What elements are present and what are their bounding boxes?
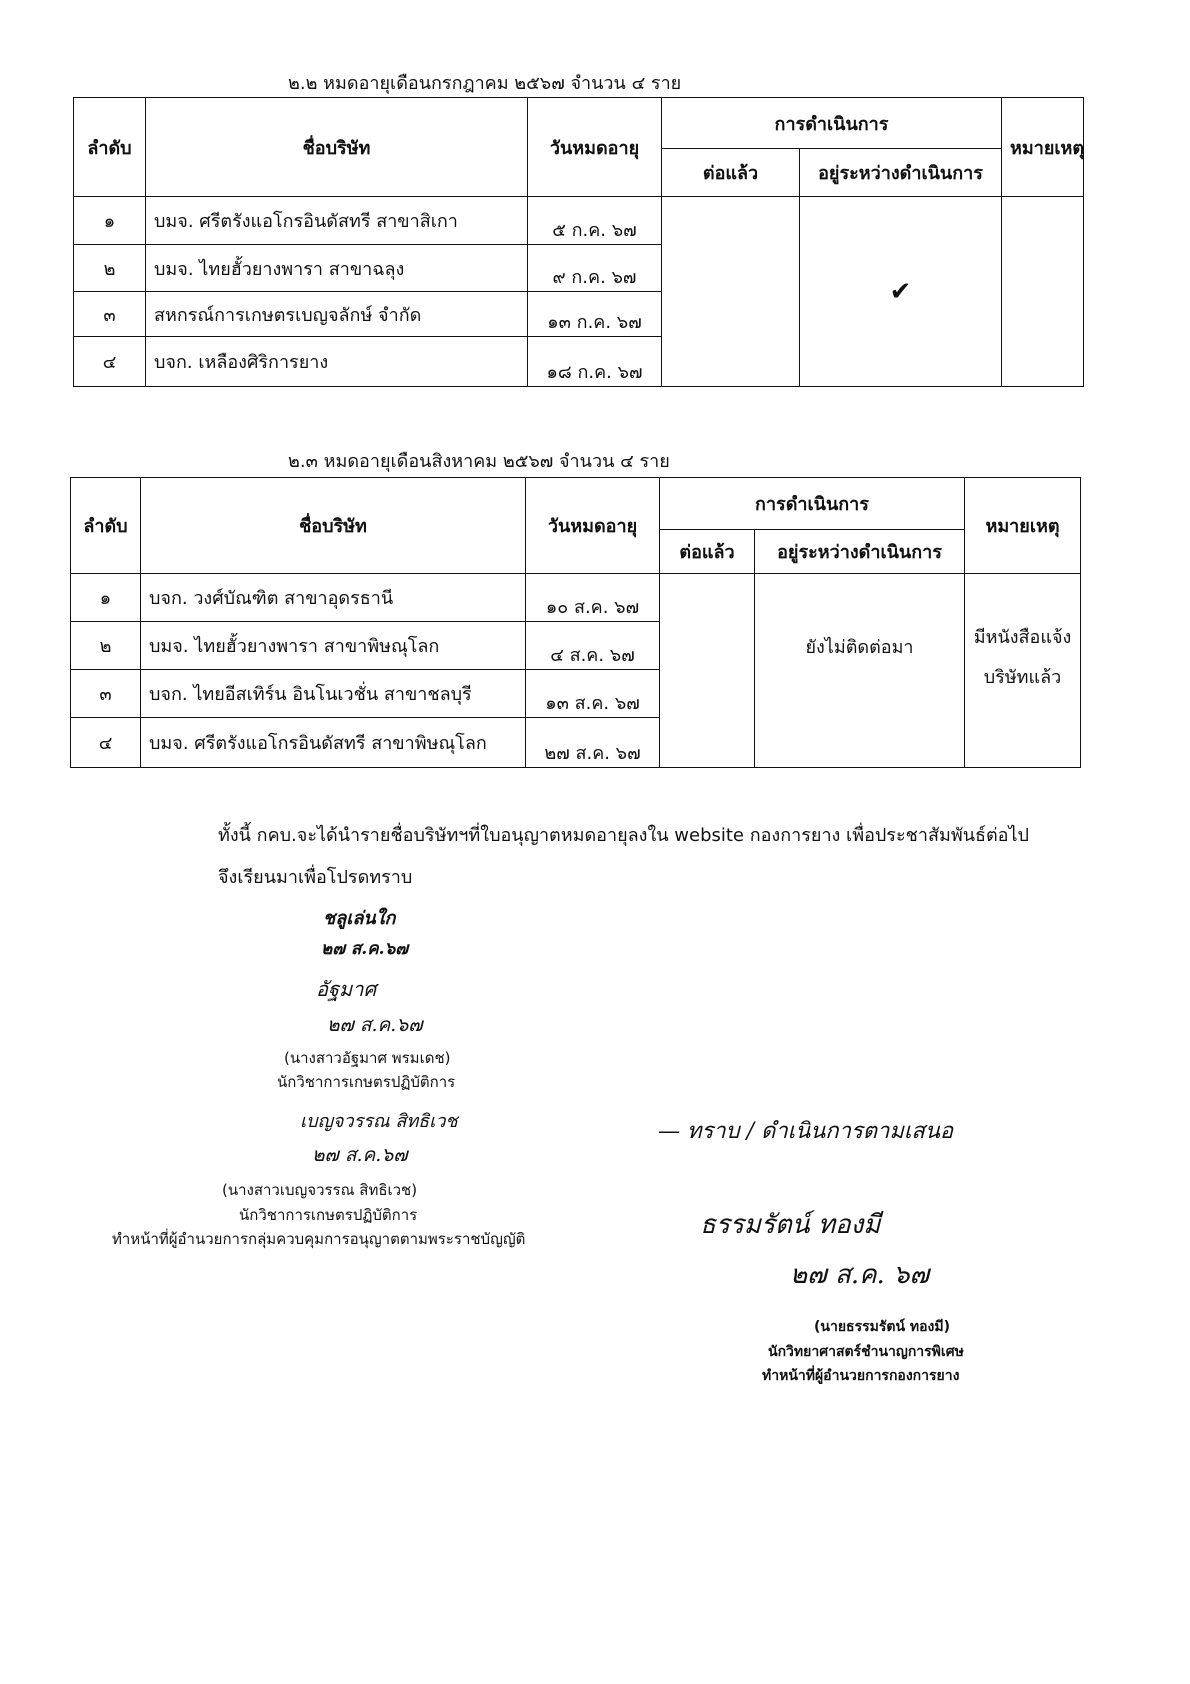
- row-no: ๒: [74, 245, 146, 292]
- row-company: บมจ. ไทยฮั้วยางพารา สาขาฉลุง: [146, 245, 528, 292]
- section2-table: [70, 477, 1081, 768]
- section1-caption: ๒.๒ หมดอายุเดือนกรกฎาคม ๒๕๖๗ จำนวน ๔ ราย: [288, 73, 682, 94]
- row-no: ๑: [74, 197, 146, 245]
- section2-caption: ๒.๓ หมดอายุเดือนสิงหาคม ๒๕๖๗ จำนวน ๔ ราย: [288, 451, 670, 472]
- handwritten-note-1-date: ๒๗ ส.ค.๖๗: [321, 939, 409, 959]
- director-signature-date: ๒๗ ส.ค. ๖๗: [790, 1260, 930, 1290]
- row-expiry: ๔ ส.ค. ๖๗: [526, 622, 660, 670]
- row-no: ๒: [71, 622, 141, 670]
- row-expiry: ๙ ก.ค. ๖๗: [528, 245, 662, 292]
- row-expiry: ๑๐ ส.ค. ๖๗: [526, 574, 660, 622]
- row-company: บจก. ไทยอีสเทิร์น อินโนเวชั่น สาขาชลบุรี: [141, 670, 526, 718]
- signer-2-name: (นางสาวเบญจวรรณ สิทธิเวช): [222, 1181, 418, 1199]
- handwritten-note-1: ชลูเล่นใก: [323, 908, 396, 929]
- signature-2: เบญจวรรณ สิทธิเวช: [300, 1111, 458, 1132]
- in-progress-cell: [800, 197, 1002, 387]
- row-no: ๔: [71, 718, 141, 768]
- renewed-cell: [660, 574, 755, 768]
- header-renewed: ต่อแล้ว: [660, 530, 755, 574]
- renewed-cell: [662, 197, 800, 387]
- director-title: นักวิทยาศาสตร์ชำนาญการพิเศษ: [768, 1344, 964, 1360]
- row-expiry: ๑๘ ก.ค. ๖๗: [528, 337, 662, 387]
- row-expiry: ๑๓ ก.ค. ๖๗: [528, 292, 662, 337]
- body-paragraph: ทั้งนี้ กคบ.จะได้นำรายชื่อบริษัทฯที่ใบอนุญาตหมดอายุลงใน website กองการยาง เพื่อประชาสัมพันธ์ต่อไป: [218, 825, 1029, 846]
- closing-line: จึงเรียนมาเพื่อโปรดทราบ: [218, 867, 413, 888]
- header-company: ชื่อบริษัท: [141, 478, 526, 574]
- row-company: สหกรณ์การเกษตรเบญจลักษ์ จำกัด: [146, 292, 528, 337]
- header-action: การดำเนินการ: [662, 98, 1002, 149]
- remark-cell: [1002, 197, 1084, 387]
- remark-cell: [965, 574, 1081, 768]
- director-name: (นายธรรมรัตน์ ทองมี): [814, 1319, 951, 1335]
- signature-1: อัฐมาศ: [316, 977, 377, 1001]
- row-expiry: ๑๓ ส.ค. ๖๗: [526, 670, 660, 718]
- director-role: ทำหน้าที่ผู้อำนวยการกองการยาง: [762, 1368, 960, 1384]
- header-in-progress: อยู่ระหว่างดำเนินการ: [755, 530, 965, 574]
- header-remark: หมายเหตุ: [965, 478, 1081, 574]
- in-progress-cell: [755, 574, 965, 768]
- signer-2-role: ทำหน้าที่ผู้อำนวยการกลุ่มควบคุมการอนุญาตตามพระราชบัญญัติ: [112, 1230, 526, 1248]
- table-row: [74, 197, 1084, 245]
- row-company: บมจ. ศรีตรังแอโกรอินดัสทรี สาขาพิษณุโลก: [141, 718, 526, 768]
- header-expiry: วันหมดอายุ: [528, 98, 662, 197]
- row-no: ๑: [71, 574, 141, 622]
- header-remark: หมายเหตุ: [1002, 98, 1084, 197]
- header-renewed: ต่อแล้ว: [662, 149, 800, 197]
- header-expiry: วันหมดอายุ: [526, 478, 660, 574]
- signer-1-name: (นางสาวอัฐมาศ พรมเดช): [284, 1049, 451, 1067]
- in-progress-note: ยังไม่ติดต่อมา: [805, 637, 914, 658]
- row-company: บมจ. ไทยฮั้วยางพารา สาขาพิษณุโลก: [141, 622, 526, 670]
- row-no: ๓: [74, 292, 146, 337]
- signature-1-date: ๒๗ ส.ค.๖๗: [327, 1014, 423, 1036]
- row-no: ๔: [74, 337, 146, 387]
- header-no: ลำดับ: [74, 98, 146, 197]
- signer-1-title: นักวิชาการเกษตรปฏิบัติการ: [277, 1073, 456, 1091]
- row-expiry: ๒๗ ส.ค. ๖๗: [526, 718, 660, 768]
- director-signature: ธรรมรัตน์ ทองมี: [700, 1210, 881, 1240]
- header-action: การดำเนินการ: [660, 478, 965, 530]
- header-in-progress: อยู่ระหว่างดำเนินการ: [800, 149, 1002, 197]
- check-mark-icon: ✔: [889, 276, 912, 307]
- row-company: บจก. วงศ์บัณฑิต สาขาอุดรธานี: [141, 574, 526, 622]
- signer-2-title: นักวิชาการเกษตรปฏิบัติการ: [239, 1206, 418, 1224]
- row-company: บจก. เหลืองศิริการยาง: [146, 337, 528, 387]
- header-company: ชื่อบริษัท: [146, 98, 528, 197]
- row-expiry: ๕ ก.ค. ๖๗: [528, 197, 662, 245]
- section1-table: [73, 97, 1084, 387]
- row-company: บมจ. ศรีตรังแอโกรอินดัสทรี สาขาสิเกา: [146, 197, 528, 245]
- table-row: [71, 574, 1081, 622]
- director-note: — ทราบ / ดำเนินการตามเสนอ: [658, 1119, 954, 1144]
- remark-line-2: บริษัทแล้ว: [983, 667, 1062, 688]
- header-no: ลำดับ: [71, 478, 141, 574]
- remark-line-1: มีหนังสือแจ้ง: [973, 627, 1072, 648]
- signature-2-date: ๒๗ ส.ค.๖๗: [312, 1144, 408, 1166]
- row-no: ๓: [71, 670, 141, 718]
